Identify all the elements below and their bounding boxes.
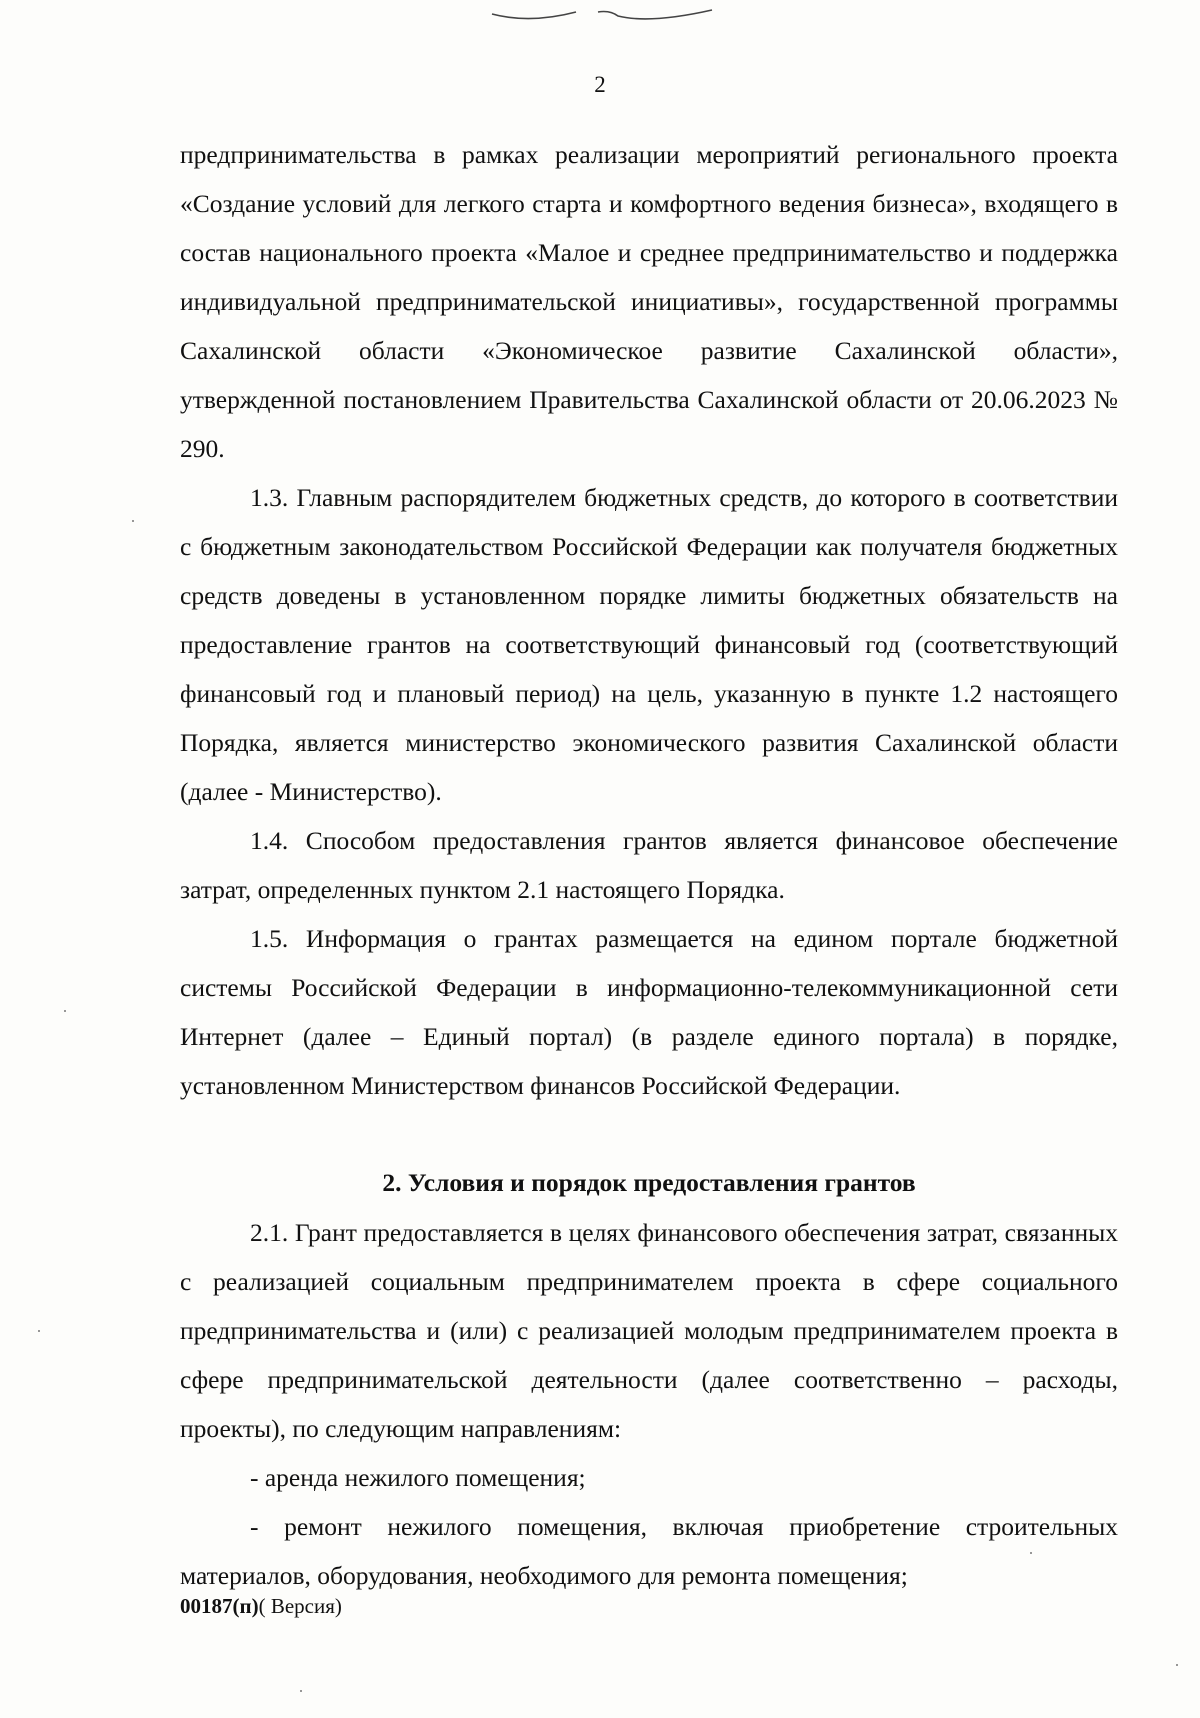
scan-speck xyxy=(64,1010,66,1012)
binding-mark-icon xyxy=(490,6,730,26)
section-title: 2. Условия и порядок предоставления грантов xyxy=(382,1168,916,1197)
list-item-repair: - ремонт нежилого помещения, включая приобретение строительных материалов, оборудования, необходимого для ремонта помещения; xyxy=(180,1512,1118,1590)
document-version: ( Версия) xyxy=(258,1594,342,1618)
scan-speck xyxy=(38,1330,40,1332)
paragraph-1-2-continuation: предпринимательства в рамках реализации мероприятий регионального проекта «Создание условий для легкого старта и комфортного ведения бизнеса», входящего в состав национального проекта «Малое и среднее предпринимательство и поддержка индивидуальной предпринимательской инициативы», государственной программы Сахалинской области «Экономическое развитие Сахалинской области», утвержденной постановлением Правительства Сахалинской области от 20.06.2023 № 290. xyxy=(180,140,1118,463)
document-footer xyxy=(180,1594,342,1619)
paragraph-1-5: 1.5. Информация о грантах размещается на едином портале бюджетной системы Российской Федерации в информационно-телекоммуникационной сети Интернет (далее – Единый портал) (в разделе единого портала) в порядке, установленном Министерством финансов Российской Федерации. xyxy=(180,924,1118,1100)
scan-speck xyxy=(1030,1552,1032,1554)
scan-speck xyxy=(132,520,134,522)
scan-speck xyxy=(300,1690,302,1692)
paragraph-2-1: 2.1. Грант предоставляется в целях финансового обеспечения затрат, связанных с реализацией социальным предпринимателем проекта в сфере социального предпринимательства и (или) с реализацией молодым предпринимателем проекта в сфере предпринимательской деятельности (далее соответственно – расходы, проекты), по следующим направлениям: xyxy=(180,1218,1118,1443)
paragraph-1-4: 1.4. Способом предоставления грантов является финансовое обеспечение затрат, определенных пунктом 2.1 настоящего Порядка. xyxy=(180,826,1118,904)
section-body xyxy=(180,1208,1118,1600)
body-text xyxy=(180,130,1118,1110)
scan-speck xyxy=(1176,1664,1178,1666)
list-item-rent: - аренда нежилого помещения; xyxy=(250,1463,586,1492)
page-number: 2 xyxy=(594,72,606,97)
document-code: 00187(п) xyxy=(180,1594,259,1618)
paragraph-1-3: 1.3. Главным распорядителем бюджетных средств, до которого в соответствии с бюджетным законодательством Российской Федерации как получателя бюджетных средств доведены в установленном порядке лимиты бюджетных обязательств на предоставление грантов на соответствующий финансовый год (соответствующий финансовый год и плановый период) на цель, указанную в пункте 1.2 настоящего Порядка, является министерство экономического развития Сахалинской области (далее - Министерство). xyxy=(180,483,1118,806)
